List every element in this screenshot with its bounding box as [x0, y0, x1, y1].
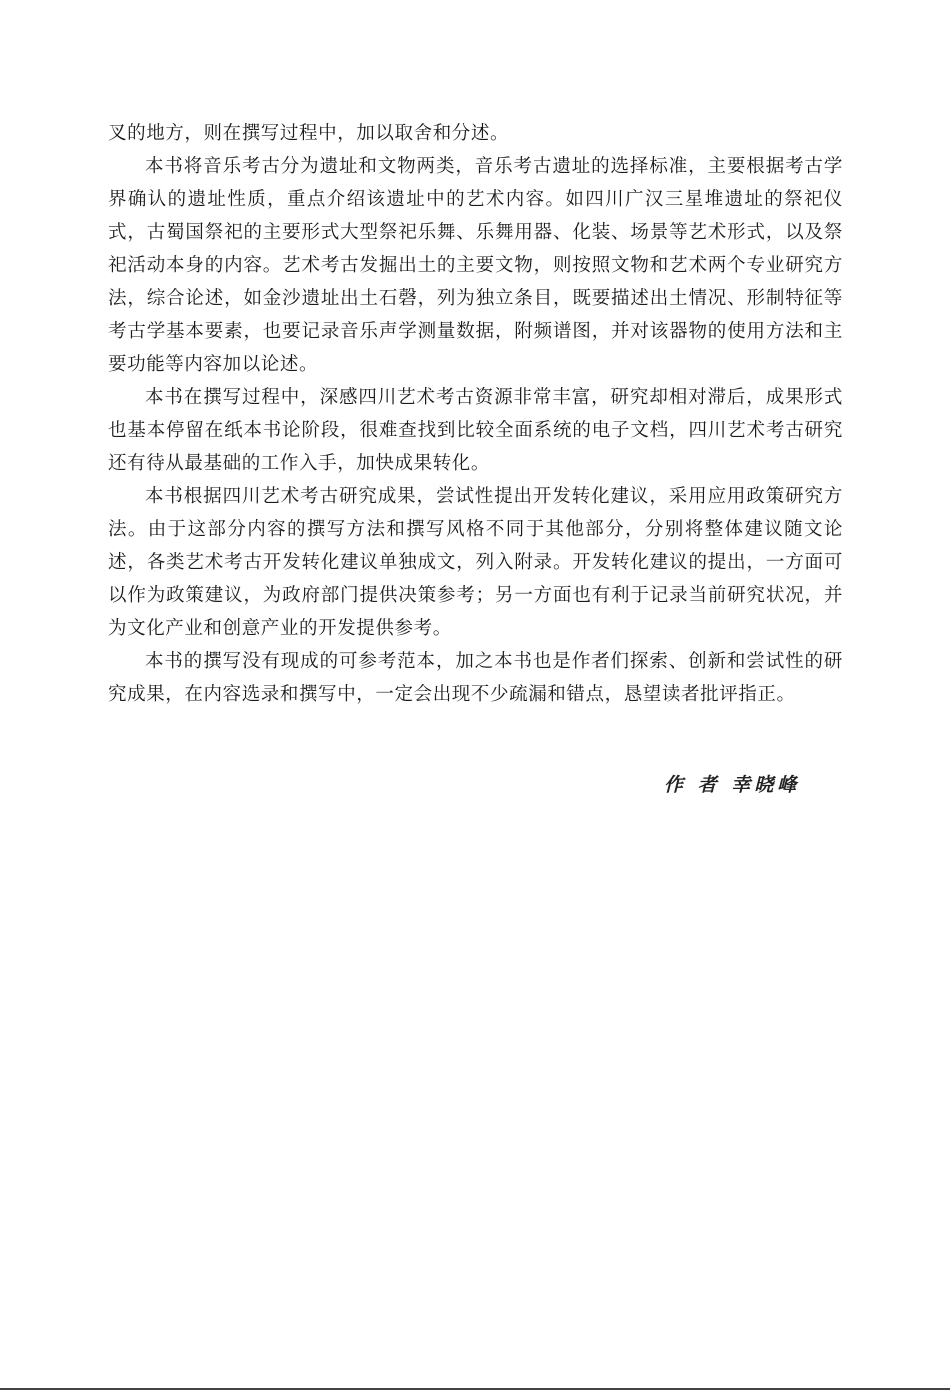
paragraph-continuation: 叉的地方，则在撰写过程中，加以取舍和分述。	[108, 123, 510, 144]
paragraph-closing: 本书的撰写没有现成的可参考范本，加之本书也是作者们探索、创新和尝试性的研究成果，在内容选录和撰写中，一定会出现不少疏漏和错点，恳望读者批评指正。	[108, 651, 843, 705]
bottom-rule	[0, 1388, 950, 1390]
paragraph-research-status: 本书在撰写过程中，深感四川艺术考古资源非常丰富，研究却相对滞后，成果形式也基本停留在纸本书论阶段，很难查找到比较全面系统的电子文档，四川艺术考古研究还有待从最基础的工作入手，加快成果转化。	[108, 387, 843, 474]
paragraph-classification: 本书将音乐考古分为遗址和文物两类，音乐考古遗址的选择标准，主要根据考古学界确认的遗址性质，重点介绍该遗址中的艺术内容。如四川广汉三星堆遗址的祭祀仪式，古蜀国祭祀的主要形式大型祭祀乐舞、乐舞用器、化装、场景等艺术形式，以及祭祀活动本身的内容。艺术考古发掘出土的主要文物，则按照文物和艺术两个专业研究方法，综合论述，如金沙遗址出土石磬，列为独立条目，既要描述出土情况、形制特征等考古学基本要素，也要记录音乐声学测量数据，附频谱图，并对该器物的使用方法和主要功能等内容加以论述。	[108, 156, 843, 375]
paragraph-development-suggestions: 本书根据四川艺术考古研究成果，尝试性提出开发转化建议，采用应用政策研究方法。由于这部分内容的撰写方法和撰写风格不同于其他部分，分别将整体建议随文论述，各类艺术考古开发转化建议单独成文，列入附录。开发转化建议的提出，一方面可以作为政策建议，为政府部门提供决策参考；另一方面也有利于记录当前研究状况，并为文化产业和创意产业的开发提供参考。	[108, 486, 843, 639]
body-text	[108, 117, 843, 711]
author-signature: 作 者 幸晓峰	[664, 774, 801, 796]
